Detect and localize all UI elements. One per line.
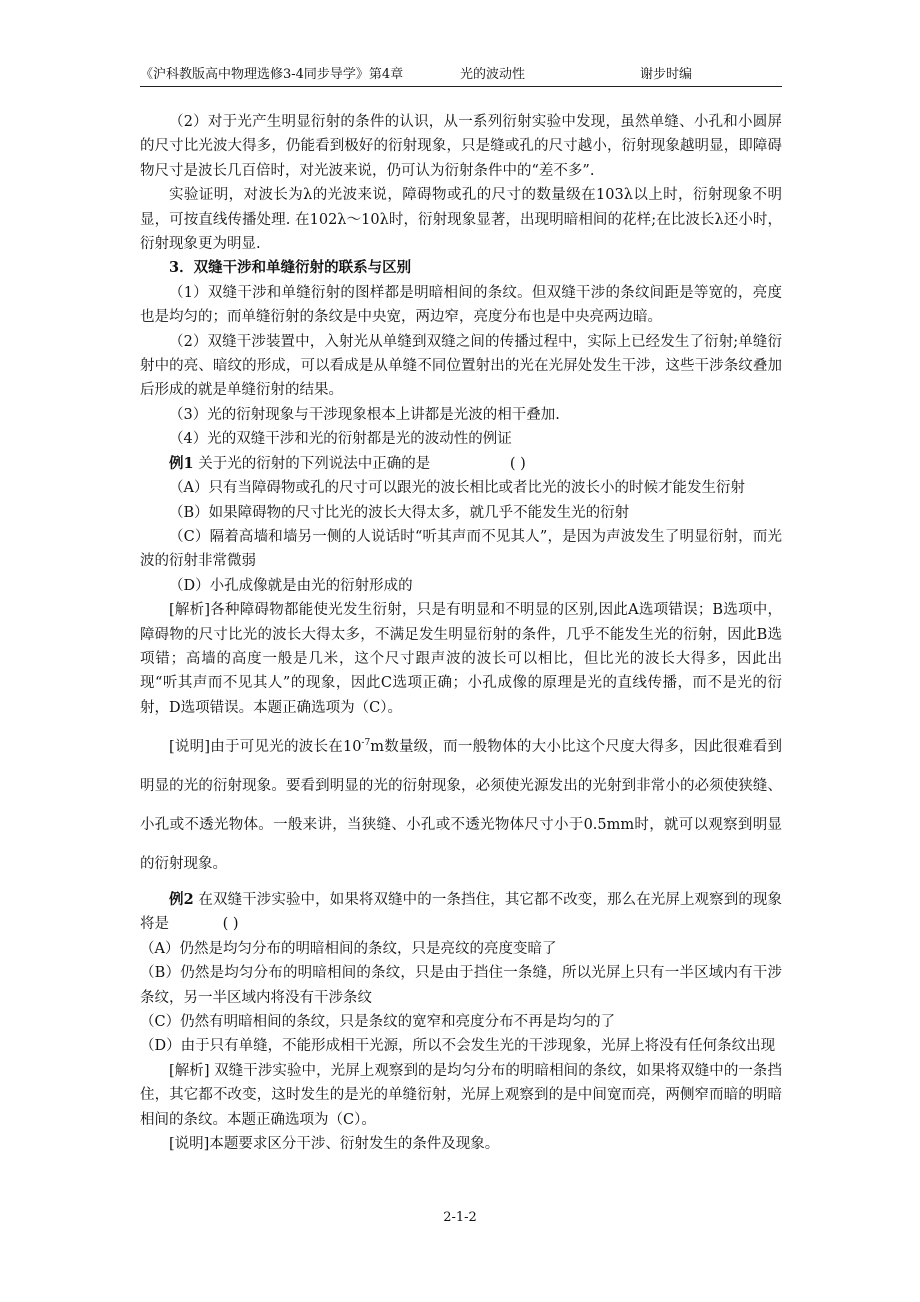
example-1-question-text: 关于光的衍射的下列说法中正确的是: [198, 455, 431, 472]
example-1-note-exponent: -7: [361, 738, 371, 749]
example-1-option-d: （D）小孔成像就是由光的衍射形成的: [169, 577, 413, 594]
example-1-option-a: （A）只有当障碍物或孔的尺寸可以跟光的波长相比或者比光的波长小的时候才能发生衍射: [169, 480, 745, 497]
page-number: 2-1-2: [443, 1210, 477, 1225]
section-heading: 3．双缝干涉和单缝衍射的联系与区别: [169, 259, 412, 277]
example-2-option-d: （D）由于只有单缝，不能形成相干光源，所以不会发生光的干涉现象，光屏上将没有任何条纹出现: [140, 1038, 776, 1055]
example-1-note-start: [说明]由于可见光的波长在10: [169, 738, 362, 755]
example-1-note-rest: m数量级，而一般物体的大小比这个尺度大得多，因此很难看到明显的光的衍射现象。要看到明显的光的衍射现象，必须使光源发出的光射到非常小的必须使狭缝、小孔或不透光物体。一般来讲，当狭缝、小孔或不透光物体尺寸小于0.5mm时，就可以观察到明显的衍射现象。: [140, 738, 782, 872]
paragraph-point-4: （4）光的双缝干涉和光的衍射都是光的波动性的例证: [169, 431, 512, 448]
paragraph-diffraction-condition: （2）对于光产生明显衍射的条件的认识，从一系列衍射实验中发现，虽然单缝、小孔和小圆屏的尺寸比光波大得多，仍能看到极好的衍射现象，只是缝或孔的尺寸越小，衍射现象越明显，即障碍物尺寸是波长几百倍时，对光波来说，仍可认为衍射条件中的“差不多”.: [140, 114, 782, 179]
example-1-label: 例1: [169, 454, 194, 472]
paragraph-point-2: （2）双缝干涉装置中，入射光从单缝到双缝之间的传播过程中，实际上已经发生了衍射;单缝衍射中的亮、暗纹的形成，可以看成是从单缝不同位置射出的光在光屏处发生干涉，这些干涉条纹叠加后形成的就是单缝衍射的结果。: [140, 333, 782, 399]
header-chapter: 光的波动性: [460, 67, 526, 82]
header-author: 谢步时编: [640, 67, 693, 82]
page-footer: [0, 1208, 920, 1228]
paragraph-point-3: （3）光的衍射现象与干涉现象根本上讲都是光波的相干叠加.: [169, 406, 560, 423]
example-1-question: [140, 452, 782, 476]
page-header: [140, 64, 782, 87]
example-2-answer-blank: ( ): [222, 916, 239, 933]
example-2-question-text: 在双缝干涉实验中，如果将双缝中的一条挡住，其它都不改变，那么在光屏上观察到的现象将是: [140, 891, 782, 933]
example-1-option-c: （C）隔着高墙和墙另一侧的人说话时“听其声而不见其人”，是因为声波发生了明显衍射，而光波的衍射非常微弱: [140, 528, 782, 570]
paragraph-point-1: （1）双缝干涉和单缝衍射的图样都是明暗相间的条纹。但双缝干涉的条纹间距是等宽的，亮度也是均匀的；而单缝衍射的条纹是中央宽，两边窄，亮度分布也是中央亮两边暗。: [140, 284, 782, 326]
example-1-note: [140, 724, 782, 884]
example-2-question: [140, 888, 782, 937]
example-1-analysis: [解析]各种障碍物都能使光发生衍射，只是有明显和不明显的区别,因此A选项错误；B选项中，障碍物的尺寸比光的波长大得太多，不满足发生明显衍射的条件，几乎不能发生光的衍射，因此B选项错；高墙的高度一般是几米，这个尺寸跟声波的波长可以相比，但比光的波长大得多，因此出现“听其声而不见其人”的现象，因此C选项正确；小孔成像的原理是光的直线传播，而不是光的衍射，D选项错误。本题正确选项为（C）。: [140, 602, 782, 716]
example-2-label: 例2: [169, 890, 194, 908]
header-book-title: 《沪科教版高中物理选修3-4同步导学》第4章: [140, 67, 404, 82]
paragraph-experiment-proof: 实验证明，对波长为λ的光波来说，障碍物或孔的尺寸的数量级在103λ以上时，衍射现象不明显，可按直线传播处理. 在102λ～10λ时，衍射现象显著，出现明暗相间的花样;在比波长λ还小时，衍射现象更为明显.: [140, 187, 782, 253]
example-1-answer-blank: ( ): [509, 455, 526, 472]
example-2-option-a: （A）仍然是均匀分布的明暗相间的条纹，只是亮纹的亮度变暗了: [140, 940, 557, 957]
example-2-analysis: [解析] 双缝干涉实验中，光屏上观察到的是均匀分布的明暗相间的条纹，如果将双缝中的一条挡住，其它都不改变，这时发生的是光的单缝衍射，光屏上观察到的是中间宽而亮，两侧窄而暗的明暗相间的条纹。本题正确选项为（C）。: [140, 1062, 782, 1128]
example-2-option-b: （B）仍然是均匀分布的明暗相间的条纹，只是由于挡住一条缝，所以光屏上只有一半区域内有干涉条纹，另一半区域内将没有干涉条纹: [140, 965, 782, 1006]
example-2-option-c: （C）仍然有明暗相间的条纹，只是条纹的宽窄和亮度分布不再是均匀的了: [140, 1014, 616, 1031]
example-1-option-b: （B）如果障碍物的尺寸比光的波长大得太多，就几乎不能发生光的衍射: [169, 504, 630, 521]
page-body: [140, 110, 782, 1156]
example-2-note: [说明]本题要求区分干涉、衍射发生的条件及现象。: [169, 1136, 500, 1153]
